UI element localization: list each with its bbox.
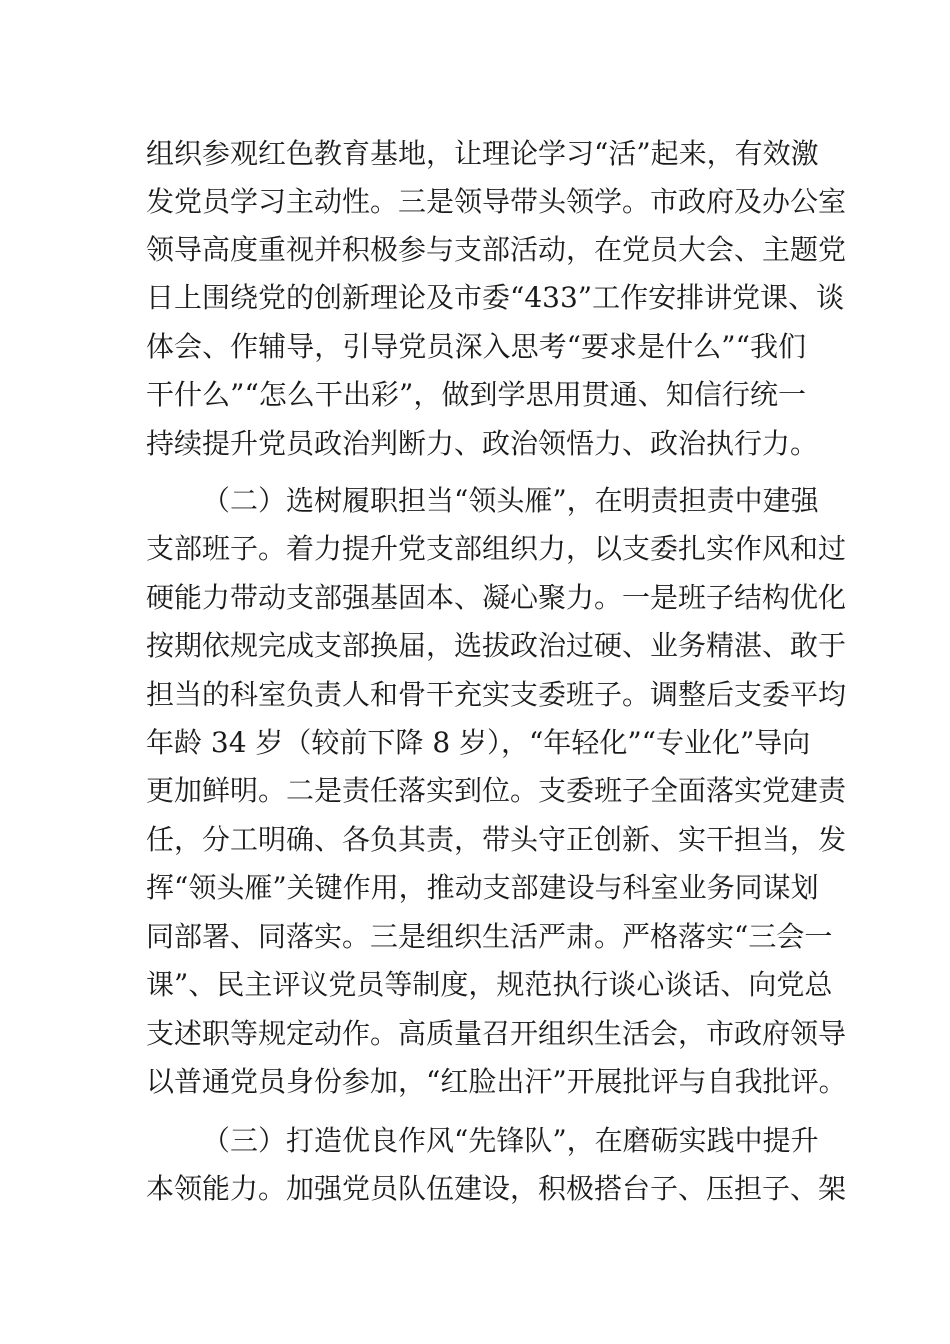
text-line: 本领能力。加强党员队伍建设，积极搭台子、压担子、架 bbox=[146, 1172, 847, 1205]
section-heading-line: （三）打造优良作风“先锋队”，在磨砺实践中提升 bbox=[202, 1124, 819, 1157]
text-line: 担当的科室负责人和骨干充实支委班子。调整后支委平均 bbox=[146, 678, 847, 711]
text-line: 日上围绕党的创新理论及市委“433”工作安排讲党课、谈 bbox=[146, 281, 845, 314]
text-line: 持续提升党员政治判断力、政治领悟力、政治执行力。 bbox=[146, 427, 819, 460]
text-line: 年龄 34 岁（较前下降 8 岁），“年轻化”“专业化”导向 bbox=[146, 726, 811, 759]
text-line: 硬能力带动支部强基固本、凝心聚力。一是班子结构优化 bbox=[146, 581, 847, 614]
text-line: 领导高度重视并积极参与支部活动，在党员大会、主题党 bbox=[146, 233, 847, 266]
text-line: 课”、民主评议党员等制度，规范执行谈心谈话、向党总 bbox=[146, 968, 833, 1001]
text-line: 同部署、同落实。三是组织生活严肃。严格落实“三会一 bbox=[146, 920, 833, 953]
text-line: 组织参观红色教育基地，让理论学习“活”起来，有效激 bbox=[146, 137, 819, 170]
text-line: 挥“领头雁”关键作用，推动支部建设与科室业务同谋划 bbox=[146, 871, 819, 904]
text-line: 以普通党员身份参加，“红脸出汗”开展批评与自我批评。 bbox=[146, 1065, 847, 1098]
text-line: 更加鲜明。二是责任落实到位。支委班子全面落实党建责 bbox=[146, 774, 847, 807]
text-line: 按期依规完成支部换届，选拔政治过硬、业务精湛、敢于 bbox=[146, 629, 847, 662]
section-heading-line: （二）选树履职担当“领头雁”，在明责担责中建强 bbox=[202, 484, 819, 517]
text-line: 干什么”“怎么干出彩”，做到学思用贯通、知信行统一 bbox=[146, 378, 806, 411]
text-line: 体会、作辅导，引导党员深入思考“要求是什么”“我们 bbox=[146, 330, 806, 363]
text-line: 任，分工明确、各负其责，带头守正创新、实干担当，发 bbox=[146, 823, 847, 856]
text-line: 发党员学习主动性。三是领导带头领学。市政府及办公室 bbox=[146, 185, 847, 218]
text-line: 支述职等规定动作。高质量召开组织生活会，市政府领导 bbox=[146, 1017, 847, 1050]
text-line: 支部班子。着力提升党支部组织力，以支委扎实作风和过 bbox=[146, 532, 847, 565]
